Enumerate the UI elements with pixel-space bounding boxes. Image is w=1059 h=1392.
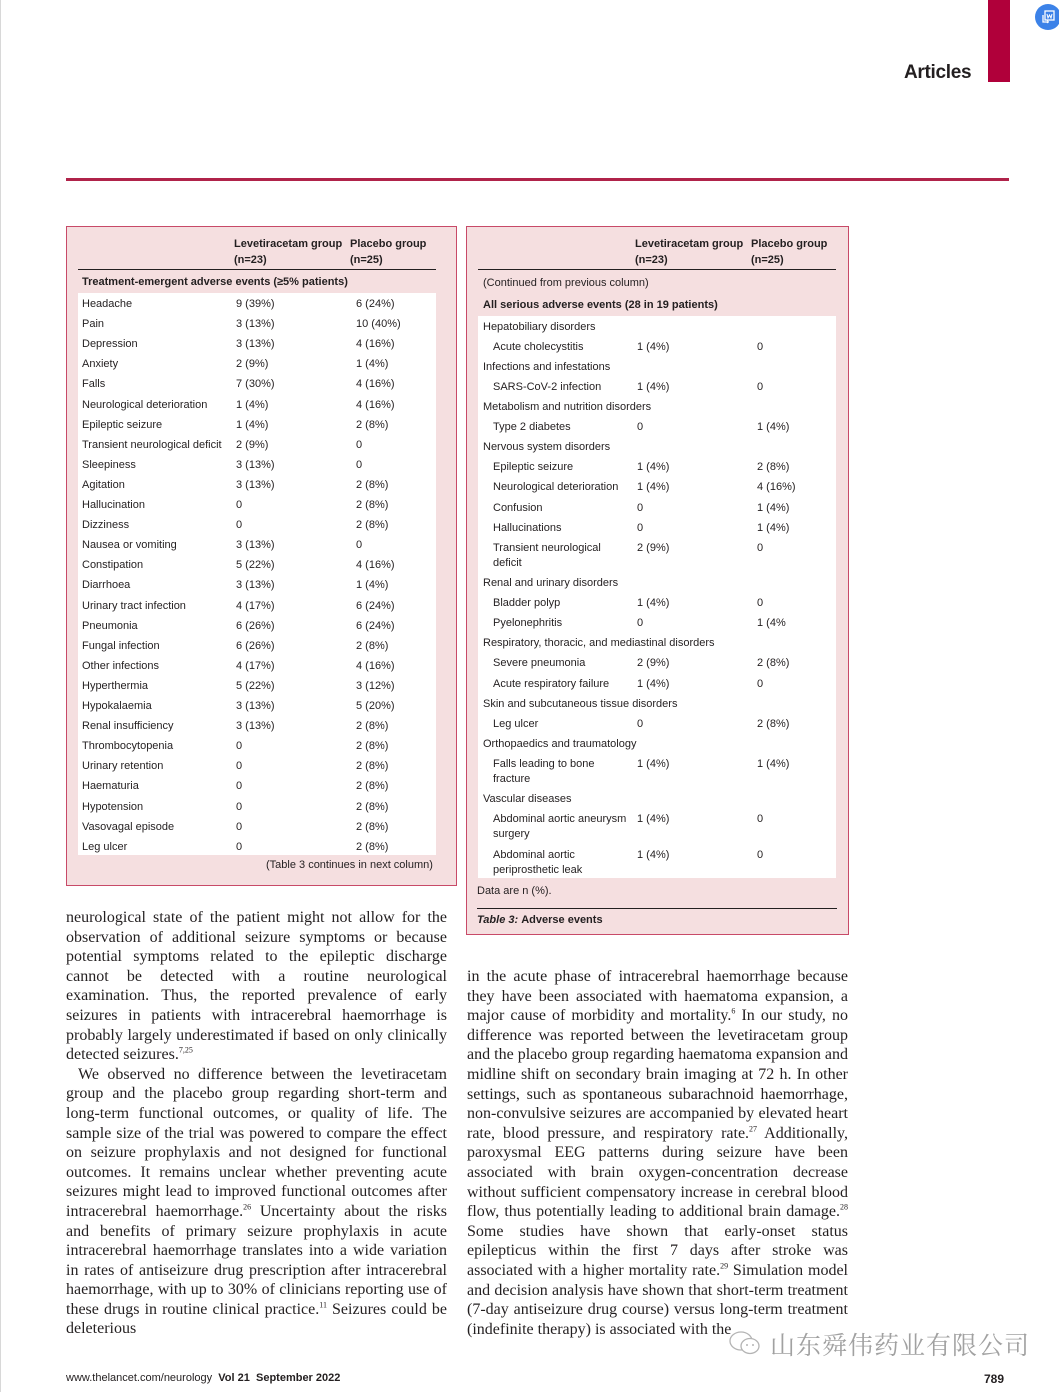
placebo-value: 2 (8%) xyxy=(757,461,790,474)
event-label: Acute cholecystitis xyxy=(493,341,584,353)
levetiracetam-value: 6 (26%) xyxy=(236,619,275,632)
levetiracetam-value: 5 (22%) xyxy=(236,559,275,572)
volume: Vol 21 xyxy=(218,1372,250,1384)
placebo-value: 1 (4%) xyxy=(757,521,790,534)
col-header-levetiracetam: Levetiracetam group (n=23) xyxy=(234,238,343,266)
category-label: Skin and subcutaneous tissue disorders xyxy=(483,697,678,710)
paragraph: We observed no difference between the levetiracetam group and the placebo group regarding short-term and long-term functional outcomes, or quality of life. The sample size of the trial was powered to compare the effect on seizure prophylaxis and not designed for functional outcomes. It remains unclear whether preventing acute seizures might lead to improved functional outcomes after intracerebral haemorrhage.$^{26}$ Uncertainty about the risks and benefits of primary seizure prophylaxis in acute intracerebral haemorrhage translates into a wide variation in rates of antiseizure drug prescription after intracerebral haemorrhage, with up to 30% of clinicians reporting use of these drugs in routine clinical practice.$^{11}$ Seizures could be deleterious xyxy=(66,1065,448,1338)
levetiracetam-value: 7 (30%) xyxy=(236,378,275,391)
event-label: Pyelonephritis xyxy=(493,617,563,630)
event-label: Transient neurological deficit xyxy=(82,438,222,451)
section-title: All serious adverse events (28 in 19 patients) xyxy=(483,299,718,311)
levetiracetam-value: 1 (4%) xyxy=(637,597,670,610)
placebo-value: 1 (4%) xyxy=(757,501,790,514)
levetiracetam-value: 3 (13%) xyxy=(236,478,275,491)
table-3-part-1 xyxy=(66,226,457,886)
event-label: Urinary tract infection xyxy=(82,599,186,612)
paragraph: in the acute phase of intracerebral haemorrhage because they have been associated with haematoma expansion, a major cause of morbidity and mortality.$^6$ In our study, no difference was reported between the levetiracetam group and the placebo group regarding haematoma expansion and midline shift on secondary brain imaging at 72 h. In other settings, such as spontaneous subarachnoid haemorrhage, non-convulsive seizures are accompanied by elevated heart rate, blood pressure, and respiratory rate.$^{27}$ Additionally, paroxysmal EEG patterns during seizure have been associated with brain oxygen-concentration decrease without sufficient compensatory increase in cerebral blood flow, thus potentially leading to additional brain damage.$^{28}$ Some studies have shown that early-onset status epilepticus within the first 7 days after stroke was associated with a higher mortality rate.$^{29}$ Simulation model and decision analysis have shown that short-term treatment (7-day antiseizure drug course) versus long-term treatment (indefinite therapy) is associated with the xyxy=(467,968,849,1338)
levetiracetam-value: 1 (4%) xyxy=(637,757,670,770)
translate-float-button[interactable] xyxy=(1035,4,1059,30)
event-label: Abdominal aortic xyxy=(493,848,575,861)
levetiracetam-value: 0 xyxy=(236,740,243,753)
event-label: Headache xyxy=(82,298,133,310)
event-label: SARS-CoV-2 infection xyxy=(493,381,602,394)
placebo-value: 2 (8%) xyxy=(356,720,389,733)
event-label: Neurological deterioration xyxy=(493,481,619,494)
body-column-right xyxy=(467,967,848,1339)
placebo-value: 2 (8%) xyxy=(757,717,790,730)
event-label: Leg ulcer xyxy=(493,717,539,730)
section-label: Articles xyxy=(904,62,972,83)
event-label: Nausea or vomiting xyxy=(82,539,177,552)
event-label: Renal insufficiency xyxy=(82,720,174,733)
placebo-value: 0 xyxy=(356,539,363,552)
placebo-value: 0 xyxy=(356,458,363,471)
placebo-value: 2 (8%) xyxy=(356,740,389,753)
levetiracetam-value: 9 (39%) xyxy=(236,298,275,310)
levetiracetam-value: 2 (9%) xyxy=(637,657,670,670)
wechat-icon xyxy=(728,1329,762,1359)
levetiracetam-value: 3 (13%) xyxy=(236,458,275,471)
levetiracetam-value: 4 (17%) xyxy=(236,599,275,612)
levetiracetam-value: 1 (4%) xyxy=(236,398,269,411)
event-label: Depression xyxy=(82,338,138,351)
placebo-value: 4 (16%) xyxy=(356,659,395,672)
placebo-value: 0 xyxy=(757,677,764,690)
placebo-value: 1 (4%) xyxy=(757,757,790,770)
event-label: Hypotension xyxy=(82,800,144,813)
event-label: Falls leading to bone xyxy=(493,757,595,770)
event-label: Dizziness xyxy=(82,519,130,532)
event-label: Thrombocytopenia xyxy=(82,740,174,753)
levetiracetam-value: 3 (13%) xyxy=(236,539,275,552)
levetiracetam-value: 3 (13%) xyxy=(236,579,275,592)
event-label: Hallucination xyxy=(82,499,145,511)
placebo-value: 2 (8%) xyxy=(356,800,389,813)
table-3-part-2 xyxy=(466,226,849,935)
table-footnote: Data are n (%). xyxy=(477,885,552,897)
placebo-value: 2 (8%) xyxy=(356,418,389,431)
event-label: Fungal infection xyxy=(82,639,160,652)
category-label: Vascular diseases xyxy=(483,793,572,806)
continues-note: (Table 3 continues in next column) xyxy=(266,859,433,871)
placebo-value: 4 (16%) xyxy=(356,559,395,572)
levetiracetam-value: 1 (4%) xyxy=(637,677,670,690)
col-header-levetiracetam: Levetiracetam group (n=23) xyxy=(635,238,744,266)
event-label: Anxiety xyxy=(82,358,119,371)
event-label: Urinary retention xyxy=(82,760,164,773)
placebo-value: 2 (8%) xyxy=(356,840,389,853)
event-label: Hyperthermia xyxy=(82,679,149,692)
placebo-value: 4 (16%) xyxy=(356,398,395,411)
levetiracetam-value: 3 (13%) xyxy=(236,720,275,733)
event-label: Epileptic seizure xyxy=(493,461,574,474)
levetiracetam-value: 1 (4%) xyxy=(637,381,670,394)
placebo-value: 2 (8%) xyxy=(356,519,389,532)
levetiracetam-value: 0 xyxy=(637,501,644,514)
body-column-left xyxy=(66,908,447,1339)
levetiracetam-value: 0 xyxy=(236,820,243,833)
category-label: Hepatobiliary disorders xyxy=(483,321,596,333)
levetiracetam-value: 0 xyxy=(236,499,243,511)
placebo-value: 6 (24%) xyxy=(356,298,395,310)
levetiracetam-value: 0 xyxy=(236,780,243,793)
header-divider xyxy=(478,269,836,270)
event-label: Hallucinations xyxy=(493,521,562,534)
caption-label: Table 3: xyxy=(477,914,519,926)
placebo-value: 2 (8%) xyxy=(356,820,389,833)
placebo-value: 6 (24%) xyxy=(356,619,395,632)
levetiracetam-value: 1 (4%) xyxy=(637,461,670,474)
category-label: Infections and infestations xyxy=(483,361,611,374)
placebo-value: 4 (16%) xyxy=(757,481,796,494)
levetiracetam-value: 1 (4%) xyxy=(637,341,670,353)
levetiracetam-value: 0 xyxy=(637,717,644,730)
placebo-value: 1 (4%) xyxy=(356,358,389,371)
event-label: Epileptic seizure xyxy=(82,418,163,431)
event-label: Pain xyxy=(82,318,105,331)
event-label-continued: deficit xyxy=(493,556,522,569)
levetiracetam-value: 0 xyxy=(236,519,243,532)
category-label: Nervous system disorders xyxy=(483,441,611,454)
placebo-value: 1 (4%) xyxy=(757,421,790,434)
header-rule xyxy=(66,178,1009,181)
levetiracetam-value: 4 (17%) xyxy=(236,659,275,672)
footer-citation xyxy=(66,1372,340,1384)
levetiracetam-value: 3 (13%) xyxy=(236,318,275,331)
levetiracetam-value: 2 (9%) xyxy=(236,358,269,371)
category-label: Respiratory, thoracic, and mediastinal disorders xyxy=(483,637,715,650)
placebo-value: 2 (8%) xyxy=(356,760,389,773)
caption-divider xyxy=(477,908,837,909)
placebo-value: 1 (4% xyxy=(757,617,786,630)
levetiracetam-value: 1 (4%) xyxy=(236,418,269,431)
category-label: Renal and urinary disorders xyxy=(483,577,619,590)
document-translate-icon xyxy=(1041,10,1055,24)
event-label: Leg ulcer xyxy=(82,840,128,853)
levetiracetam-value: 2 (9%) xyxy=(637,541,670,554)
event-label: Agitation xyxy=(82,478,125,491)
event-label: Haematuria xyxy=(82,780,139,793)
section-title: Treatment-emergent adverse events (≥5% patients) xyxy=(82,276,348,288)
placebo-value: 5 (20%) xyxy=(356,700,395,712)
continued-note: (Continued from previous column) xyxy=(483,277,649,289)
placebo-value: 0 xyxy=(757,813,764,826)
event-label-continued: surgery xyxy=(493,828,530,841)
placebo-value: 2 (8%) xyxy=(356,639,389,652)
header-divider xyxy=(78,269,436,270)
event-label: Other infections xyxy=(82,659,160,672)
levetiracetam-value: 3 (13%) xyxy=(236,338,275,351)
levetiracetam-value: 0 xyxy=(236,800,243,813)
levetiracetam-value: 2 (9%) xyxy=(236,438,269,451)
event-label-continued: fracture xyxy=(493,772,531,785)
event-label: Hypokalaemia xyxy=(82,700,152,712)
col-header-placebo: Placebo group (n=25) xyxy=(751,238,828,266)
event-label: Transient neurological xyxy=(493,541,601,554)
event-label: Severe pneumonia xyxy=(493,657,586,670)
placebo-value: 2 (8%) xyxy=(757,657,790,670)
placebo-value: 0 xyxy=(757,848,764,861)
levetiracetam-value: 5 (22%) xyxy=(236,679,275,692)
placebo-value: 3 (12%) xyxy=(356,679,395,692)
placebo-value: 1 (4%) xyxy=(356,579,389,592)
event-label: Type 2 diabetes xyxy=(493,421,571,434)
placebo-value: 4 (16%) xyxy=(356,378,395,391)
levetiracetam-value: 0 xyxy=(637,617,644,630)
placebo-value: 6 (24%) xyxy=(356,599,395,612)
event-label: Diarrhoea xyxy=(82,579,131,592)
placebo-value: 4 (16%) xyxy=(356,338,395,351)
event-label: Falls xyxy=(82,378,106,391)
levetiracetam-value: 0 xyxy=(637,521,644,534)
placebo-value: 2 (8%) xyxy=(356,499,389,511)
event-label-continued: periprosthetic leak xyxy=(493,863,583,876)
placebo-value: 0 xyxy=(356,438,363,451)
levetiracetam-value: 0 xyxy=(236,760,243,773)
placebo-value: 2 (8%) xyxy=(356,780,389,793)
page-number: 789 xyxy=(984,1372,1005,1386)
category-label: Orthopaedics and traumatology xyxy=(483,737,637,750)
col-header-placebo: Placebo group (n=25) xyxy=(350,238,427,266)
levetiracetam-value: 0 xyxy=(236,840,243,853)
watermark-text: 山东舜伟药业有限公司 xyxy=(770,1331,1031,1360)
caption-title: Adverse events xyxy=(521,914,603,926)
placebo-value: 10 (40%) xyxy=(356,318,401,331)
section-color-tab xyxy=(988,0,1010,82)
event-label: Acute respiratory failure xyxy=(493,677,610,690)
levetiracetam-value: 6 (26%) xyxy=(236,639,275,652)
placebo-value: 0 xyxy=(757,381,764,394)
category-label: Metabolism and nutrition disorders xyxy=(483,401,652,414)
paragraph: neurological state of the patient might not allow for the observation of additional seizure symptoms or because potential symptoms related to the epileptic discharge cannot be detected with a routine neurological examination. Thus, the reported prevalence of early seizures in patients with intracerebral haemorrhage is probably largely underestimated if based on only clinically detected seizures.$^{7,25}$ xyxy=(66,909,447,1064)
event-label: Abdominal aortic aneurysm xyxy=(493,813,627,826)
event-label: Sleepiness xyxy=(82,458,136,471)
event-label: Constipation xyxy=(82,559,144,572)
levetiracetam-value: 1 (4%) xyxy=(637,481,670,494)
levetiracetam-value: 1 (4%) xyxy=(637,848,670,861)
watermark xyxy=(728,1326,1030,1362)
levetiracetam-value: 1 (4%) xyxy=(637,813,670,826)
issue-date: September 2022 xyxy=(255,1372,341,1384)
event-label: Bladder polyp xyxy=(493,597,561,610)
levetiracetam-value: 3 (13%) xyxy=(236,700,275,712)
placebo-value: 0 xyxy=(757,597,764,610)
placebo-value: 2 (8%) xyxy=(356,478,389,491)
page-left-edge xyxy=(0,0,1,1392)
journal-url[interactable]: www.thelancet.com/neurology xyxy=(66,1372,213,1384)
event-label: Neurological deterioration xyxy=(82,398,208,411)
levetiracetam-value: 0 xyxy=(637,421,644,434)
event-label: Vasovagal episode xyxy=(82,820,175,833)
event-label: Pneumonia xyxy=(82,619,138,632)
placebo-value: 0 xyxy=(757,541,764,554)
event-label: Confusion xyxy=(493,501,543,514)
placebo-value: 0 xyxy=(757,341,764,353)
table-caption xyxy=(477,914,603,926)
